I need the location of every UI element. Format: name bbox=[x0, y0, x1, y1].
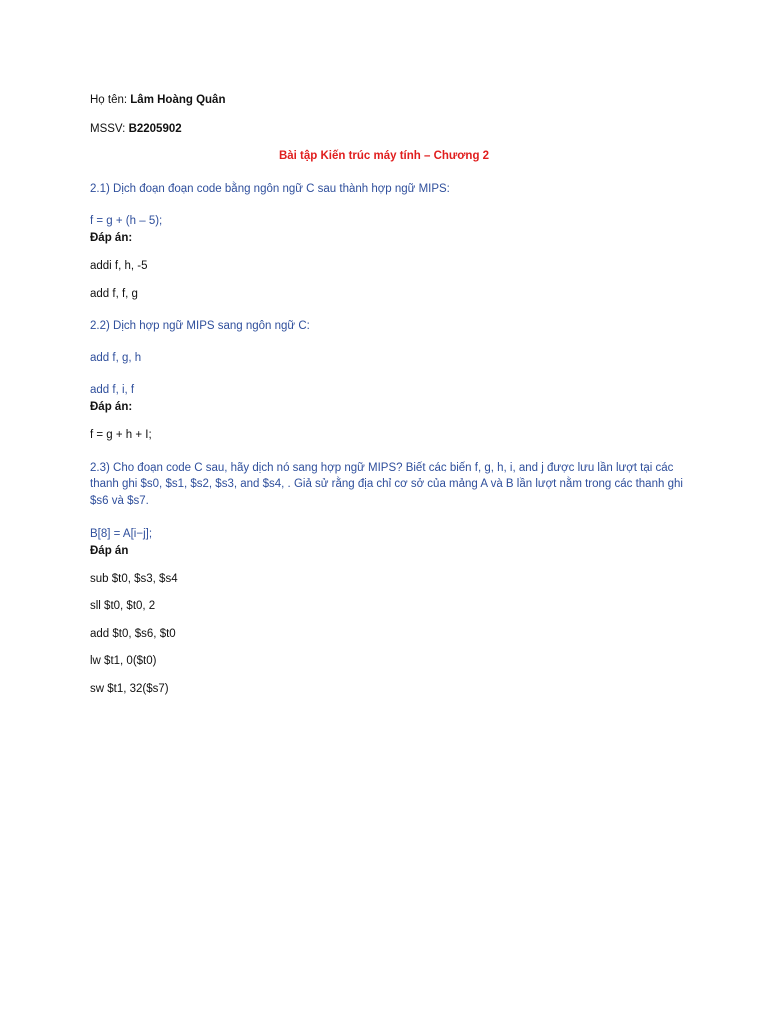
q1-answer-label: Đáp án: bbox=[90, 232, 133, 244]
student-id-label: MSSV: bbox=[90, 123, 129, 135]
q3-question-line: thanh ghi $s0, $s1, $s2, $s3, and $s4, . Giả sử rằng địa chỉ cơ sở của mảng A và B lần lượt nằm trong các thanh ghi bbox=[90, 478, 683, 490]
q1-answer-line: addi f, h, -5 bbox=[90, 260, 148, 272]
q2-answer-label: Đáp án: bbox=[90, 401, 133, 413]
q3-question-line: $s6 và $s7. bbox=[90, 495, 149, 507]
q2-answer: f = g + h + I; bbox=[90, 429, 152, 441]
q1-answer-line: add f, f, g bbox=[90, 288, 138, 300]
student-name-label: Họ tên: bbox=[90, 94, 131, 106]
q1-question: 2.1) Dịch đoạn đoạn code bằng ngôn ngữ C sau thành hợp ngữ MIPS: bbox=[90, 183, 450, 195]
q3-question-line: 2.3) Cho đoạn code C sau, hãy dịch nó sang hợp ngữ MIPS? Biết các biến f, g, h, i, and j được lưu lần lượt tại các bbox=[90, 462, 674, 474]
q2-code-line: add f, i, f bbox=[90, 384, 135, 396]
q3-answer-line: lw $t1, 0($t0) bbox=[90, 655, 157, 667]
q3-answer-line: sll $t0, $t0, 2 bbox=[90, 600, 156, 612]
q3-answer-line: add $t0, $s6, $t0 bbox=[90, 628, 176, 640]
student-name-value: Lâm Hoàng Quân bbox=[130, 94, 226, 106]
student-id-value: B2205902 bbox=[128, 123, 182, 135]
q1-code: f = g + (h – 5); bbox=[90, 215, 163, 227]
q3-code: B[8] = A[i−j]; bbox=[90, 528, 153, 540]
q3-answer-label: Đáp án bbox=[90, 545, 129, 557]
q3-answer-line: sub $t0, $s3, $s4 bbox=[90, 573, 178, 585]
student-id-line bbox=[90, 122, 182, 136]
student-name-line bbox=[90, 93, 225, 107]
q2-code-line: add f, g, h bbox=[90, 352, 142, 364]
document-title: Bài tập Kiến trúc máy tính – Chương 2 bbox=[278, 150, 490, 162]
q3-answer-line: sw $t1, 32($s7) bbox=[90, 683, 169, 695]
q2-question: 2.2) Dịch hợp ngữ MIPS sang ngôn ngữ C: bbox=[90, 320, 310, 332]
